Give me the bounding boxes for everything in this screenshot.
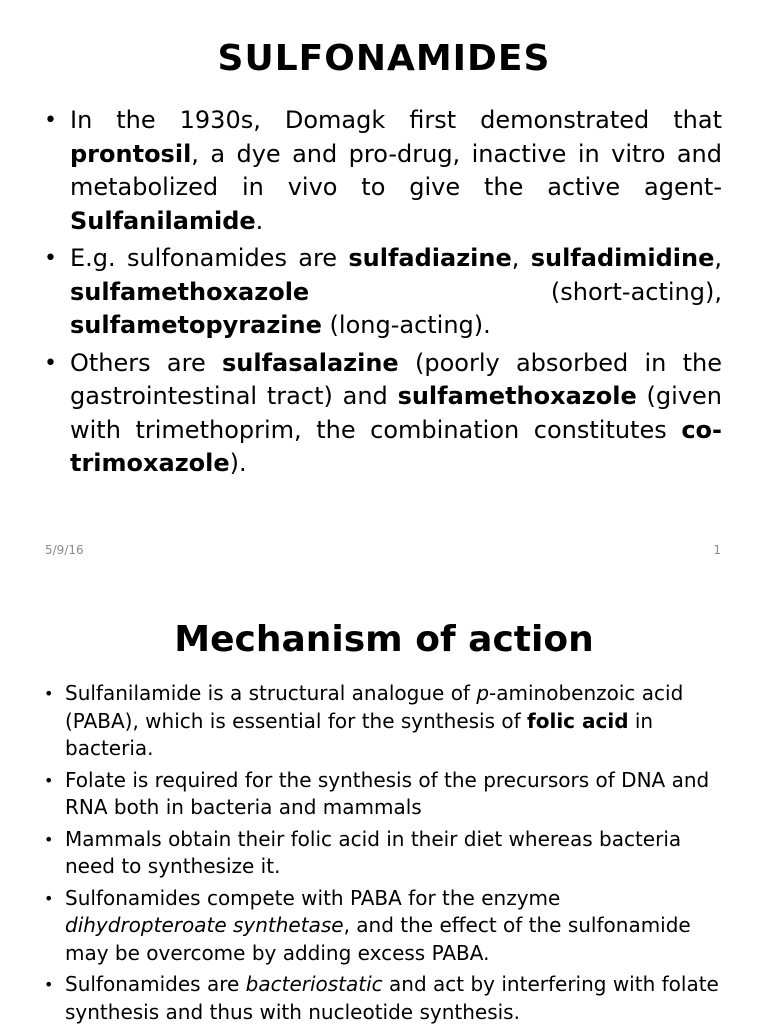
text-run: and act by interfering with folate synthesis and thus with nucleotide synthesis. [65, 972, 719, 1024]
bullet-dot-icon: • [44, 684, 54, 703]
slide-number: 1 [713, 543, 721, 557]
text-run: , and the effect of the sulfonamide may be overcome by adding excess PABA. [65, 913, 691, 965]
text-run: In the 1930s, Domagk first demonstrated that [70, 106, 722, 134]
bullet-dot-icon: • [44, 888, 54, 908]
drug-name: sulfamethoxazole [397, 382, 637, 410]
text-run: ). [229, 449, 247, 477]
slide-title: SULFONAMIDES [217, 38, 551, 79]
drug-name: prontosil [70, 139, 192, 168]
text-run: in bacteria. [65, 708, 654, 760]
text-run: Sulfonamides are [65, 972, 246, 996]
slide-title: Mechanism of action [174, 619, 594, 660]
text-run: Sulfonamides compete with PABA for the enzyme [65, 885, 561, 910]
bullet-dot-icon: • [44, 829, 54, 849]
text-run: E.g. sulfonamides are [70, 244, 349, 272]
bullet-list [44, 680, 724, 1030]
drug-name: sulfadimidine [530, 244, 715, 272]
slide-2 [0, 575, 768, 1024]
bullet-item [44, 242, 722, 343]
text-run: Folate is required for the synthesis of the precursors of DNA and RNA both in bacteria and mammals [65, 767, 710, 819]
text-run: (poorly absorbed in the gastrointestinal tract) and [70, 348, 723, 410]
bullet-dot-icon: • [44, 770, 54, 790]
bullet-item [44, 767, 724, 822]
bold-term: folic acid [527, 708, 629, 733]
text-run: , [714, 244, 722, 272]
bullet-item [44, 680, 724, 763]
drug-name: sulfametopyrazine [70, 311, 322, 339]
text-run: (given with trimethoprim, the combination constitutes [70, 382, 722, 444]
text-run: , a dye and pro-drug, inactive in vitro and metabolized in vivo to give the active agent- [70, 139, 722, 201]
drug-name: Sulfanilamide [70, 206, 256, 235]
italic-term: bacteriostatic [245, 972, 383, 996]
text-run: (long-acting). [321, 311, 491, 339]
drug-name: sulfadiazine [348, 244, 512, 272]
bullet-item [44, 347, 722, 481]
text-run: , [511, 244, 531, 272]
bullet-item [44, 104, 722, 238]
slide-date: 5/9/16 [45, 543, 84, 557]
text-run: -aminobenzoic acid (PABA), which is essential for the synthesis of [65, 681, 684, 733]
bullet-dot-icon: • [44, 975, 54, 994]
drug-name: co-trimoxazole [70, 415, 722, 477]
italic-term: dihydropteroate synthetase [65, 913, 344, 937]
drug-name: sulfasalazine [222, 348, 399, 377]
bullet-list [44, 104, 722, 485]
text-run: Others are [70, 348, 223, 377]
bullet-item [44, 971, 724, 1026]
text-run: . [255, 206, 264, 235]
bullet-item [44, 885, 724, 968]
italic-term: p [476, 681, 490, 705]
bullet-dot-icon: • [44, 108, 57, 133]
text-run: Sulfanilamide is a structural analogue of [65, 681, 477, 705]
text-run: Mammals obtain their folic acid in their diet whereas bacteria need to synthesize it. [65, 826, 682, 878]
text-run: (short-acting), [309, 277, 722, 306]
drug-name: sulfamethoxazole [70, 277, 310, 306]
bullet-dot-icon: • [44, 246, 57, 271]
bullet-dot-icon: • [44, 350, 57, 376]
bullet-item [44, 826, 724, 881]
